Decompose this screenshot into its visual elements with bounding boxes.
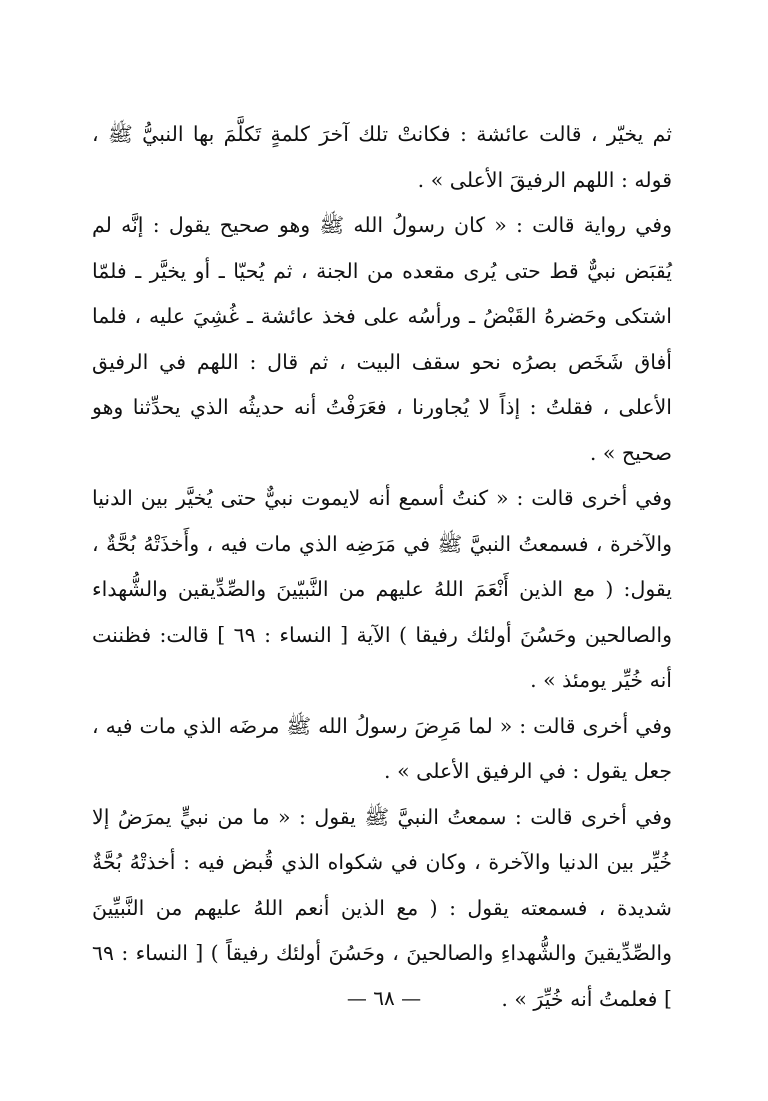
body-text: [92, 112, 672, 1022]
paragraph-1: ثم يخيّر ، قالت عائشة : فكانتْ تلك آخرَ كلمةٍ تَكلَّمَ بها النبيُّ ﷺ ، قوله : اللهم الرفيقَ الأعلى » .: [92, 122, 672, 192]
page-number: — ٦٨ —: [346, 986, 422, 1010]
paragraph-3: وفي أخرى قالت : « كنتُ أسمع أنه لايموت نبيٌّ حتى يُخيَّر بين الدنيا والآخرة ، فسمعتُ النبيَّ ﷺ في مَرَضِه الذي مات فيه ، وأَخذَتْهُ بُحَّةٌ ، يقول: ( مع الذين أَنْعَمَ اللهُ عليهم من النَّبيّينَ والصِّدِّيقين والشُّهداء والصالحين وحَسُنَ أولئك رفيقا ) الآية [ النساء : ٦٩ ] قالت: فظننت أنه خُيِّر يومئذ » .: [92, 486, 672, 692]
paragraph-2: وفي رواية قالت : « كان رسولُ الله ﷺ وهو صحيح يقول : إنَّه لم يُقبَض نبيٌّ قط حتى يُرى مقعده من الجنة ، ثم يُحيّا ـ أو يخيَّر ـ فلمّا اشتكى وحَضرهُ القَبْضُ ـ ورأسُه على فخذ عائشة ـ غُشِيَ عليه ، فلما أفاق شَخَص بصرُه نحو سقف البيت ، ثم قال : اللهم في الرفيق الأعلى ، فقلتُ : إذاً لا يُجاورنا ، فعَرَفْتُ أنه حديثُه الذي يحدِّثنا وهو صحيح » .: [92, 213, 672, 465]
paragraph-5: وفي أخرى قالت : سمعتُ النبيَّ ﷺ يقول : « ما من نبيٍّ يمرَضُ إلا خُيِّر بين الدنيا والآخرة ، وكان في شكواه الذي قُبض فيه : أخذتْهُ بُحَّةٌ شديدة ، فسمعته يقول : ( مع الذين أنعم اللهُ عليهم من النَّبيِّينَ والصِّدِّيقينَ والشُّهداءِ والصالحينَ ، وحَسُنَ أولئك رفيقاً ) [ النساء : ٦٩ ] فعلمتُ أنه خُيِّرَ » .: [92, 804, 672, 1011]
paragraph-4: وفي أخرى قالت : « لما مَرِضَ رسولُ الله ﷺ مرضَه الذي مات فيه ، جعل يقول : في الرفيق الأعلى » .: [92, 713, 672, 783]
